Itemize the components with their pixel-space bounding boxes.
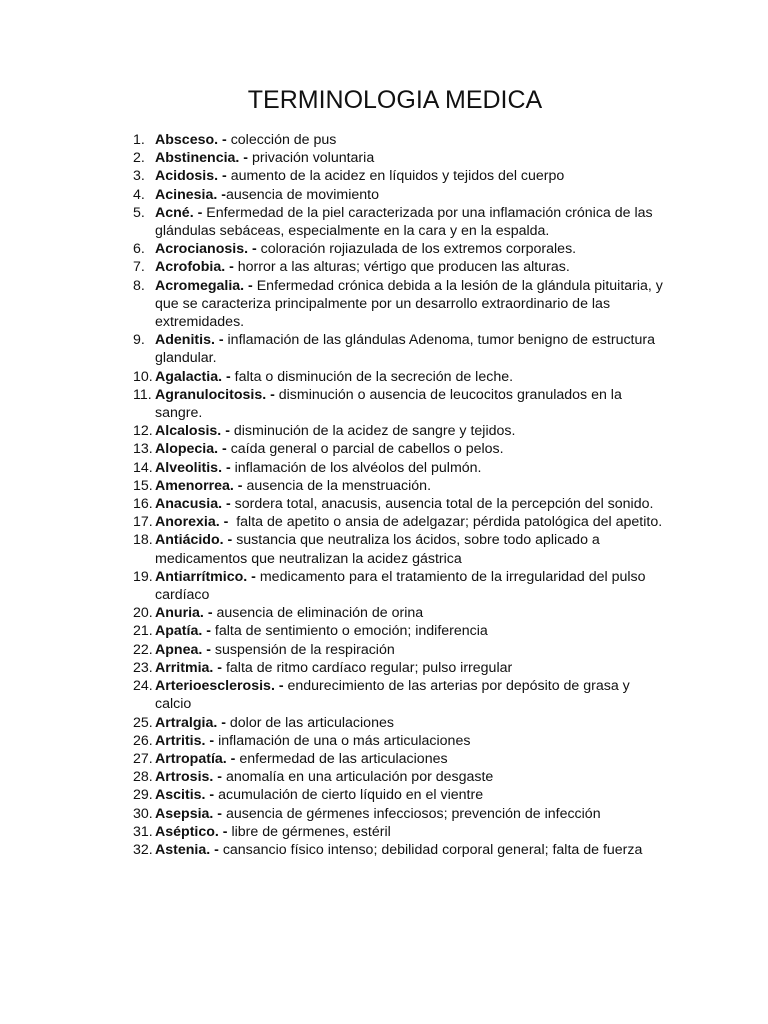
term-definition: coloración rojiazulada de los extremos corporales. — [260, 241, 577, 258]
term-separator: - — [219, 514, 237, 531]
term-word: Anuria. — [155, 605, 204, 622]
item-number: 25. — [133, 714, 153, 731]
term-list — [133, 131, 663, 859]
term-word: Apnea — [155, 641, 199, 658]
term-separator: - — [266, 386, 279, 403]
list-item — [133, 531, 663, 567]
list-item — [133, 750, 663, 768]
list-item — [133, 368, 663, 386]
term-definition: falta de ritmo cardíaco regular; pulso irregular — [225, 659, 513, 676]
term-separator: . - — [219, 532, 237, 549]
item-number: 31. — [133, 823, 153, 840]
term-separator: - — [193, 204, 207, 221]
term-word: Acné. — [155, 204, 194, 221]
list-item — [133, 714, 663, 732]
item-number: 26. — [133, 732, 153, 749]
term-word: Amenorrea. — [155, 477, 234, 494]
term-definition: ausencia de movimiento — [225, 186, 379, 203]
term-definition: sustancia que neutraliza los ácidos, sobre todo aplicado a medicamentos que neutralizan la acidez gástrica — [155, 532, 600, 567]
list-item — [133, 513, 663, 531]
list-item — [133, 386, 663, 422]
item-number: 3. — [133, 168, 145, 185]
term-definition: anomalía en una articulación por desgaste — [225, 769, 494, 786]
term-definition: inflamación de las glándulas Adenoma, tumor benigno de estructura glandular. — [155, 332, 655, 367]
item-number: 30. — [133, 805, 153, 822]
term-word: Artritis. — [155, 732, 206, 749]
term-definition: enfermedad de las articulaciones — [239, 750, 448, 767]
item-number: 23. — [133, 659, 153, 676]
list-item — [133, 768, 663, 786]
term-definition: dolor de las articulaciones — [229, 714, 394, 731]
page-title: TERMINOLOGIA MEDICA — [247, 86, 543, 114]
list-item — [133, 659, 663, 677]
term-separator: . - — [198, 641, 215, 658]
term-definition: inflamación de los alvéolos del pulmón. — [234, 459, 482, 476]
list-item — [133, 258, 663, 276]
term-separator: . - — [206, 841, 223, 858]
item-number: 16. — [133, 496, 153, 513]
term-separator: - — [218, 168, 231, 185]
list-item — [133, 277, 663, 332]
list-item — [133, 732, 663, 750]
list-item — [133, 131, 663, 149]
term-word: Abstinencia. — [155, 150, 240, 167]
list-item — [133, 422, 663, 440]
term-definition: disminución de la acidez de sangre y tejidos. — [233, 423, 516, 440]
list-item — [133, 186, 663, 204]
list-item — [133, 477, 663, 495]
item-number: 4. — [133, 186, 145, 203]
list-item — [133, 331, 663, 367]
term-definition: colección de pus — [230, 132, 337, 148]
term-definition: medicamento para el tratamiento de la irregularidad del pulso cardíaco — [155, 568, 646, 604]
term-separator: . - — [209, 659, 226, 676]
term-definition: acumulación de cierto líquido en el vientre — [218, 787, 484, 804]
term-definition: falta de sentimiento o emoción; indiferencia — [214, 623, 488, 640]
term-definition: sordera total, anacusis, ausencia total de la percepción del sonido. — [234, 496, 654, 513]
term-definition: ausencia de gérmenes infecciosos; prevención de infección — [225, 805, 601, 822]
list-item — [133, 149, 663, 167]
term-word: Artropatía — [155, 750, 223, 767]
item-number: 18. — [133, 532, 153, 549]
list-item — [133, 677, 663, 713]
term-word: Agranulocitosis. — [155, 386, 267, 403]
item-number: 13. — [133, 441, 153, 458]
item-number: 28. — [133, 769, 153, 786]
term-definition: ausencia de eliminación de orina — [216, 605, 424, 622]
list-item — [133, 495, 663, 513]
item-number: 11. — [133, 386, 152, 403]
term-word: Astenia — [155, 841, 207, 858]
term-separator: - — [233, 477, 247, 494]
term-word: Acrofobia. — [155, 259, 226, 276]
term-word: Anorexia. — [155, 514, 220, 531]
term-separator: - — [203, 605, 217, 622]
item-number: 14. — [133, 459, 153, 476]
item-number: 29. — [133, 787, 153, 804]
term-definition: aumento de la acidez en líquidos y tejidos del cuerpo — [230, 168, 565, 185]
item-number: 15. — [133, 477, 153, 494]
term-definition: cansancio físico intenso; debilidad corporal general; falta de fuerza — [222, 841, 643, 858]
list-item — [133, 167, 663, 185]
term-separator: - — [213, 805, 226, 822]
item-number: 12. — [133, 423, 153, 440]
item-number: 10. — [133, 368, 153, 385]
term-definition: endurecimiento de las arterias por depósito de grasa y calcio — [155, 678, 630, 713]
term-separator: - — [218, 823, 232, 840]
item-number: 17. — [133, 514, 153, 531]
item-number: 21. — [133, 623, 153, 640]
term-definition: privación voluntaria — [251, 150, 375, 167]
item-number: 32. — [133, 841, 153, 858]
term-word: Arritmia — [155, 659, 210, 676]
term-separator: . - — [270, 678, 288, 695]
term-word: Antiarrítmico — [155, 568, 244, 585]
list-item — [133, 622, 663, 640]
term-definition: libre de gérmenes, estéril — [231, 823, 391, 840]
item-number: 27. — [133, 750, 153, 767]
term-definition: horror a las alturas; vértigo que producen las alturas. — [237, 259, 570, 276]
term-word: Alopecia. — [155, 441, 219, 458]
term-word: Ascitis — [155, 787, 202, 804]
item-number: 19. — [133, 568, 153, 585]
term-separator: - — [202, 623, 215, 640]
term-separator: . - — [244, 241, 261, 258]
list-item — [133, 786, 663, 804]
item-number: 6. — [133, 241, 145, 258]
item-number: 24. — [133, 678, 153, 695]
term-separator: . - — [222, 750, 240, 767]
term-separator: - — [221, 423, 234, 440]
term-separator: - — [205, 732, 219, 749]
term-separator: . - — [243, 568, 260, 585]
term-separator: - — [217, 714, 230, 731]
list-item — [133, 440, 663, 458]
term-word: Agalactia. — [155, 368, 223, 385]
term-word: Arterioesclerosis — [155, 678, 271, 695]
term-separator: - — [218, 132, 231, 148]
term-definition: falta o disminución de la secreción de leche. — [234, 368, 514, 385]
item-number: 1. — [133, 132, 145, 148]
list-item — [133, 841, 663, 859]
term-separator: . - — [213, 186, 226, 203]
term-definition: inflamación de una o más articulaciones — [218, 732, 471, 749]
term-word: Acinesia — [155, 186, 214, 203]
term-word: Alcalosis. — [155, 423, 222, 440]
term-separator: - — [225, 259, 238, 276]
list-item — [133, 641, 663, 659]
list-item — [133, 823, 663, 841]
term-separator: - — [222, 459, 235, 476]
term-definition: disminución o ausencia de leucocitos granulados en la sangre. — [155, 386, 622, 422]
list-item — [133, 240, 663, 258]
term-word: Acromegalia. — [155, 277, 245, 294]
term-word: Asepsia. — [155, 805, 214, 822]
term-separator: - — [213, 769, 226, 786]
term-word: Anacusia. — [155, 496, 223, 513]
term-word: Aséptico. — [155, 823, 219, 840]
item-number: 20. — [133, 605, 153, 622]
item-number: 22. — [133, 641, 153, 658]
item-number: 7. — [133, 259, 145, 276]
item-number: 9. — [133, 332, 145, 349]
term-separator: . - — [210, 332, 228, 349]
term-word: Antiácido — [155, 532, 220, 549]
list-item — [133, 459, 663, 477]
term-separator: - — [218, 441, 231, 458]
term-definition: ausencia de la menstruación. — [246, 477, 432, 494]
term-definition: falta de apetito o ansia de adelgazar; pérdida patológica del apetito. — [236, 514, 663, 531]
term-separator: - — [239, 150, 252, 167]
list-item — [133, 805, 663, 823]
term-word: Acidosis. — [155, 168, 219, 185]
list-item — [133, 604, 663, 622]
term-word: Adenitis — [155, 332, 211, 349]
term-definition: Enfermedad crónica debida a la lesión de la glándula pituitaria, y que se caracteriza principalmente por un desarrollo extraordinario de las extremidades. — [155, 277, 663, 331]
list-item — [133, 204, 663, 240]
item-number: 8. — [133, 277, 145, 294]
term-definition: Enfermedad de la piel caracterizada por una inflamación crónica de las glándulas sebáceas, especialmente en la cara y en la espalda. — [155, 204, 653, 240]
item-number: 2. — [133, 150, 145, 167]
term-word: Absceso. — [155, 132, 219, 148]
term-word: Artrosis. — [155, 769, 214, 786]
item-number: 5. — [133, 204, 145, 221]
term-separator: - — [222, 496, 235, 513]
term-definition: caída general o parcial de cabellos o pelos. — [230, 441, 504, 458]
term-word: Artralgia. — [155, 714, 218, 731]
term-separator: - — [222, 368, 235, 385]
term-word: Alveolitis. — [155, 459, 223, 476]
term-separator: - — [244, 277, 257, 294]
term-word: Apatía. — [155, 623, 203, 640]
list-item — [133, 568, 663, 604]
term-definition: suspensión de la respiración — [214, 641, 395, 658]
term-word: Acrocianosis — [155, 241, 245, 258]
term-separator: . - — [201, 787, 219, 804]
